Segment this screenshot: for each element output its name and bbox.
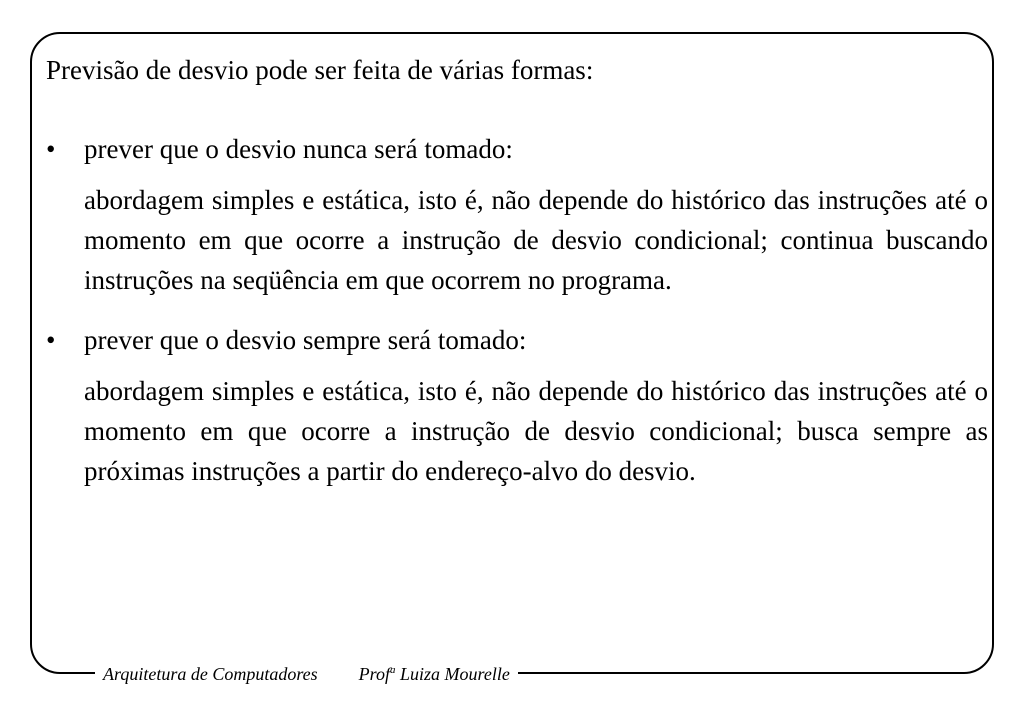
bullet-heading: prever que o desvio nunca será tomado: [84, 134, 513, 164]
footer-prof-prefix: Prof [358, 664, 390, 684]
footer-author [359, 664, 510, 684]
slide-intro: Previsão de desvio pode ser feita de várias formas: [46, 55, 594, 85]
slide-footer [95, 661, 518, 687]
bullet-body-text: abordagem simples e estática, isto é, não depende do histórico das instruções até o momento em que ocorre a instrução de desvio condicional; continua buscando instruções na seqüência em que ocorrem no programa. [84, 185, 988, 295]
footer-prof-name: Luiza Mourelle [395, 664, 510, 684]
bullet-marker: • [46, 134, 56, 164]
footer-course-title: Arquitetura de Computadores [103, 664, 318, 684]
bullet-item-never-taken [46, 129, 988, 169]
footer-prof-superscript: a [390, 664, 396, 676]
bullet-item-always-taken [46, 320, 988, 360]
slide-content [46, 50, 988, 491]
bullet-heading: prever que o desvio sempre será tomado: [84, 325, 527, 355]
bullet-marker: • [46, 325, 56, 355]
bullet-body-text: abordagem simples e estática, isto é, não depende do histórico das instruções até o momento em que ocorre a instrução de desvio condicional; busca sempre as próximas instruções a partir do endereço-alvo do desvio. [84, 376, 988, 486]
